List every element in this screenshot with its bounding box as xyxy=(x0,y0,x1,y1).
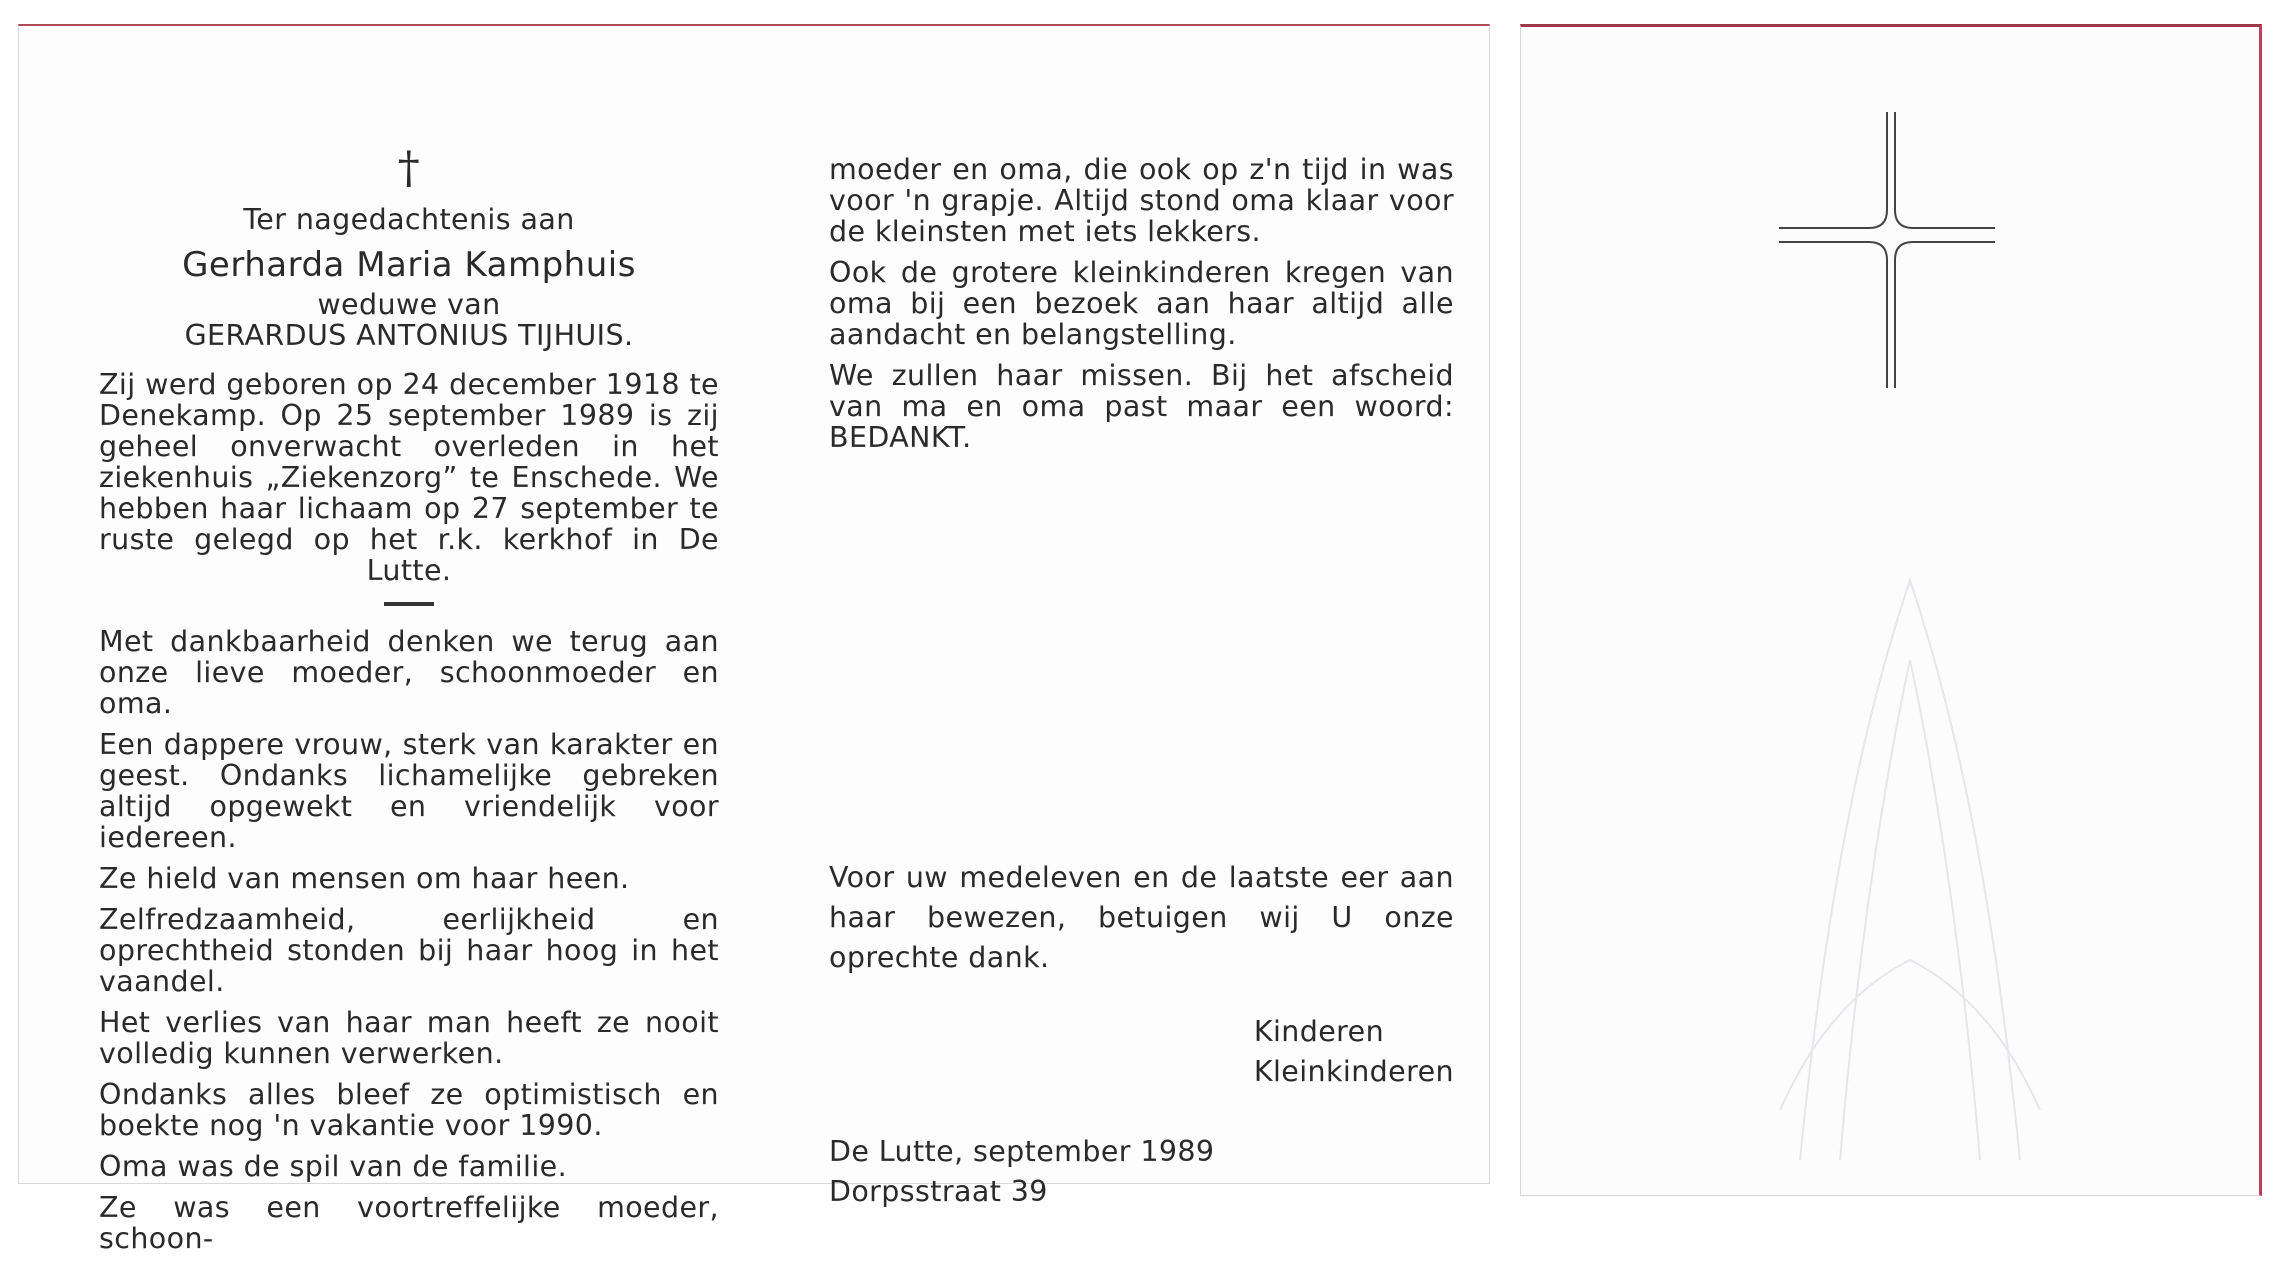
widow-of-line: weduwe van xyxy=(317,288,501,321)
signatures xyxy=(829,1012,1454,1092)
paragraph: Ook de grotere kleinkinderen kregen van oma bij een bezoek aan haar altijd alle aandacht en belangstelling. xyxy=(829,256,1454,351)
paragraph: Ze was een voortreffelijke moeder, schoon- xyxy=(99,1191,719,1255)
faint-background-figure xyxy=(1760,460,2060,1160)
paragraph: Een dappere vrouw, sterk van karakter en geest. Ondanks lichamelijke gebreken altijd opgewekt en vriendelijk voor iedereen. xyxy=(99,728,719,854)
paragraph: We zullen haar missen. Bij het afscheid van ma en oma past maar een woord: BEDANKT. xyxy=(829,359,1454,454)
right-column xyxy=(829,154,1454,1212)
paragraph: Ondanks alles bleef ze optimistisch en boekte nog 'n vakantie voor 1990. xyxy=(99,1078,719,1142)
deceased-name: Gerharda Maria Kamphuis xyxy=(182,245,636,285)
intro-line: Ter nagedachtenis aan xyxy=(243,203,575,236)
paragraph: Oma was de spil van de familie. xyxy=(99,1150,568,1183)
left-column xyxy=(99,144,719,1264)
paragraph: Zelfredzaamheid, eerlijkheid en oprechtheid stonden bij haar hoog in het vaandel. xyxy=(99,903,719,998)
place-date-line: De Lutte, september 1989 xyxy=(829,1135,1215,1168)
place-date xyxy=(829,1132,1454,1212)
thanks-paragraph: Voor uw medeleven en de laatste eer aan haar bewezen, betuigen wij U onze oprechte dank. xyxy=(829,861,1454,974)
cross-icon xyxy=(1777,110,1997,390)
divider xyxy=(384,602,434,606)
small-cross-icon: † xyxy=(397,143,421,194)
paragraph: Met dankbaarheid denken we terug aan onze lieve moeder, schoonmoeder en oma. xyxy=(99,625,719,720)
paragraph: moeder en oma, die ook op z'n tijd in was voor 'n grapje. Altijd stond oma klaar voor de kleinsten met iets lekkers. xyxy=(829,153,1454,248)
address-line: Dorpsstraat 39 xyxy=(829,1175,1048,1208)
memorial-card-text-side xyxy=(18,24,1490,1255)
husband-name: GERARDUS ANTONIUS TIJHUIS. xyxy=(184,319,634,352)
paragraph: Ze hield van mensen om haar heen. xyxy=(99,862,630,895)
signature-grandchildren: Kleinkinderen xyxy=(1253,1055,1454,1088)
signature-children: Kinderen xyxy=(1253,1015,1385,1048)
bio-paragraph: Zij werd geboren op 24 december 1918 te Denekamp. Op 25 september 1989 is zij geheel onverwacht overleden in het ziekenhuis „Ziekenzorg” te Enschede. We hebben haar lichaam op 27 september te ruste gelegd op het r.k. kerkhof in De Lutte. xyxy=(99,368,719,587)
paragraph: Het verlies van haar man heeft ze nooit volledig kunnen verwerken. xyxy=(99,1006,719,1070)
